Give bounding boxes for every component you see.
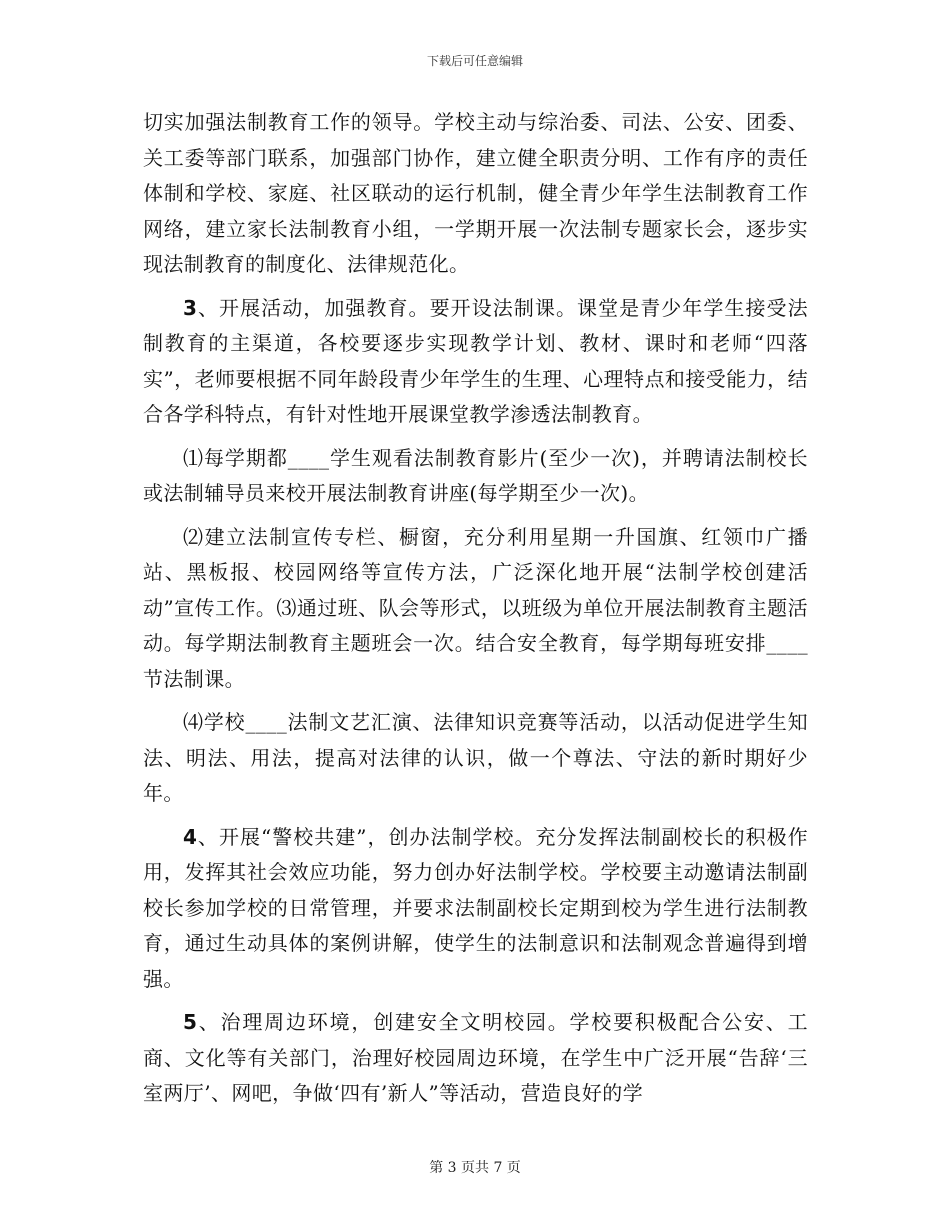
page-header: 下载后可任意编辑 (426, 54, 523, 68)
paragraph-2: 3、开展活动，加强教育。要开设法制课。课堂是青少年学生接受法制教育的主渠道，各校要逐步实现教学计划、教材、课时和老师“四落实”，老师要根据不同年龄段青少年学生的生理、心理特点和接受能力，结合各学科特点，有针对性地开展课堂教学渗透法制教育。 (143, 295, 808, 426)
paragraph-1: 切实加强法制教育工作的领导。学校主动与综治委、司法、公安、团委、关工委等部门联系，加强部门协作，建立健全职责分明、工作有序的责任体制和学校、家庭、社区联动的运行机制，健全青少年学生法制教育工作网络，建立家长法制教育小组，一学期开展一次法制专题家长会，逐步实现法制教育的制度化、法律规范化。 (143, 110, 808, 276)
page-footer: 第 3 页共 7 页 (429, 1160, 521, 1176)
paragraph-3: ⑴每学期都____学生观看法制教育影片(至少一次)，并聘请法制校长或法制辅导员来校开展法制教育讲座(每学期至少一次)。 (143, 445, 808, 505)
paragraph-5: ⑷学校____法制文艺汇演、法律知识竞赛等活动，以活动促进学生知法、明法、用法，提高对法律的认识，做一个尊法、守法的新时期好少年。 (143, 710, 808, 805)
paragraph-7: 5、治理周边环境，创建安全文明校园。学校要积极配合公安、工商、文化等有关部门，治理好校园周边环境，在学生中广泛开展“告辞‘三室两厅’、网吧，争做‘四有’新人”等活动，营造良好的学 (143, 1010, 808, 1105)
paragraph-6: 4、开展“警校共建”，创办法制学校。充分发挥法制副校长的积极作用，发挥其社会效应功能，努力创办好法制学校。学校要主动邀请法制副校长参加学校的日常管理，并要求法制副校长定期到校为学生进行法制教育，通过生动具体的案例讲解，使学生的法制意识和法制观念普遍得到增强。 (143, 824, 808, 991)
paragraph-4: ⑵建立法制宣传专栏、橱窗，充分利用星期一升国旗、红领巾广播站、黑板报、校园网络等宣传方法，广泛深化地开展“法制学校创建活动”宣传工作。⑶通过班、队会等形式，以班级为单位开展法制教育主题活动。每学期法制教育主题班会一次。结合安全教育，每学期每班安排____节法制课。 (143, 524, 808, 691)
document-body (143, 105, 808, 1120)
